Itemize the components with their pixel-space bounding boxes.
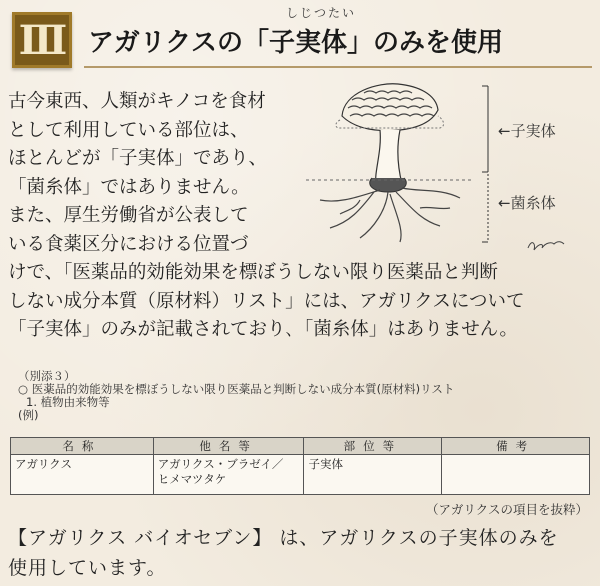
cell-other-names: アガリクス・ブラゼイ／ ヒメマツタケ — [153, 455, 304, 495]
header-remarks: 備考 — [442, 438, 590, 455]
appendix-list-title: ○ 医薬品的効能効果を標ぼうしない限り医薬品と判断しない成分本質(原材料)リスト — [18, 382, 455, 396]
section-numeral: Ⅲ — [12, 12, 72, 68]
title-underline — [84, 66, 592, 68]
header-part: 部位等 — [304, 438, 442, 455]
appendix-excerpt — [18, 370, 590, 422]
page-title: アガリクスの「子実体」のみを使用 — [88, 28, 503, 58]
cell-part: 子実体 — [304, 455, 442, 495]
conclusion-text: 【アガリクス バイオセブン】 は、アガリクスの子実体のみを 使用しています。 — [8, 527, 559, 579]
section-header — [0, 0, 600, 80]
label-fruiting-body: ←子実体 — [498, 122, 556, 140]
header-name: 名称 — [11, 438, 154, 455]
appendix-label: （別添３） — [18, 369, 76, 383]
appendix-example-label: (例) — [18, 408, 39, 422]
label-mycelium: ←菌糸体 — [498, 194, 556, 212]
title-ruby: しじつたい — [286, 6, 357, 20]
table-header-row — [11, 438, 590, 455]
reference-table — [10, 437, 590, 495]
cell-remarks — [442, 455, 590, 495]
mushroom-illustration — [300, 80, 600, 260]
cell-name: アガリクス — [11, 455, 154, 495]
appendix-category: 1. 植物由来物等 — [26, 395, 110, 409]
intro-paragraph: 古今東西、人類がキノコを食材 として利用している部位は、 ほとんどが「子実体」であり、 「菌糸体」ではありません。 また、厚生労働省が公表して いる食薬区分における位置づ — [8, 91, 268, 255]
table-row — [11, 455, 590, 495]
intro-paragraph-continued: けで、「医薬品的効能効果を標ぼうしない限り医薬品と判断 しない成分本質（原材料）リスト」には、アガリクスについて 「子実体」のみが記載されており､「菌糸体」はありません。 — [8, 262, 525, 340]
excerpt-note: （アガリクスの項目を抜粋） — [425, 502, 588, 517]
header-other-names: 他名等 — [153, 438, 304, 455]
mushroom-drawing-icon — [300, 80, 600, 260]
